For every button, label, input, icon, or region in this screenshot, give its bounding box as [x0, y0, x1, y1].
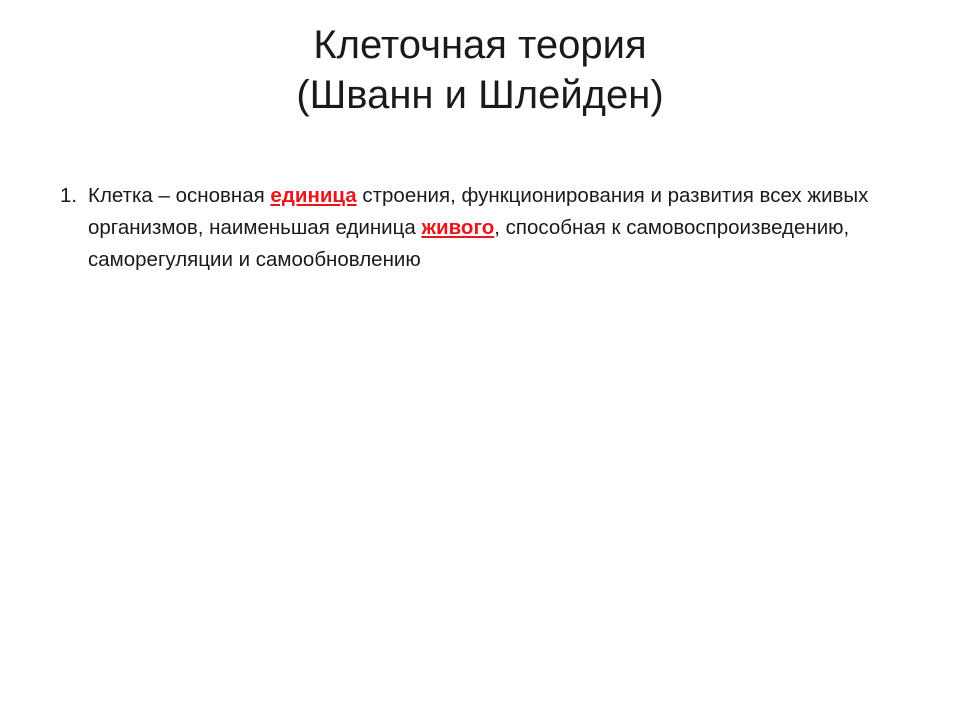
list-number: 1.	[60, 184, 78, 207]
point-text-part2: строения, функционирования и развития всех живых организмов, наименьшая единица	[88, 184, 869, 239]
point-text-part3: , способная к самовоспроизведению, саморегуляции и самообновлению	[88, 216, 850, 271]
slide-title	[0, 20, 960, 120]
emphasis-word-living: живого	[421, 216, 495, 239]
title-line-subtitle: (Шванн и Шлейден)	[296, 73, 664, 117]
title-line-main: Клеточная теория	[313, 23, 647, 67]
point-text-part1: Клетка – основная	[88, 184, 271, 207]
content-list	[60, 180, 920, 276]
emphasis-word-unit: единица	[270, 184, 357, 207]
list-item	[60, 180, 920, 276]
